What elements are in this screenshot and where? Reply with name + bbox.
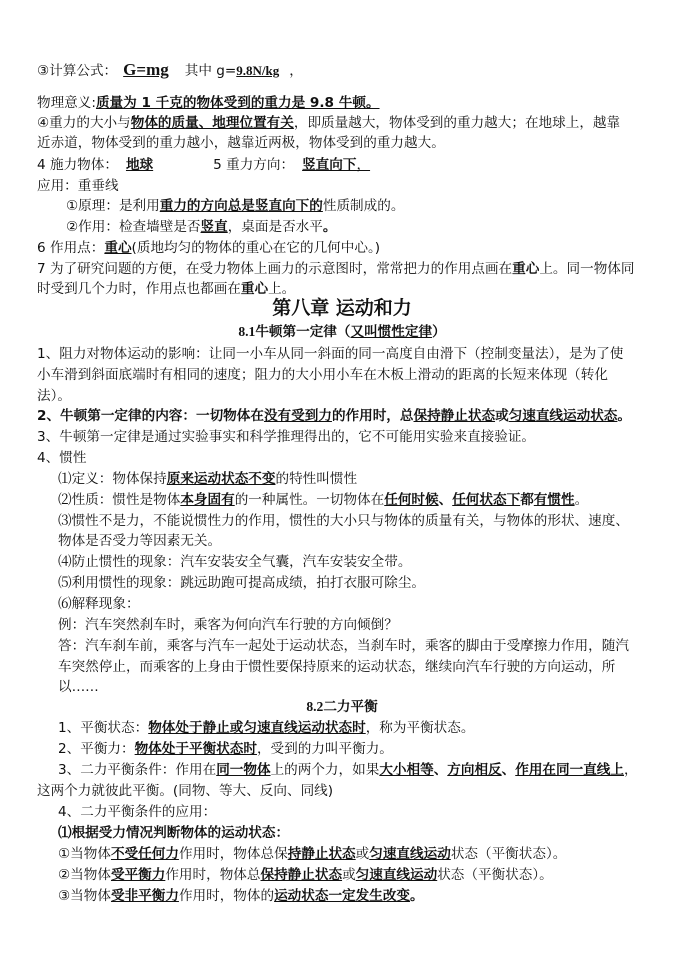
text-line: 物体是否受力等因素无关。 [58, 533, 222, 549]
text-line: 车突然停止，而乘客的上身由于惯性要保持原来的运动状态，继续向汽车行驶的方向运动，所 [58, 659, 616, 675]
physical-meaning-line: 物理意义:质量为 1 千克的物体受到的重力是 9.8 牛顿。 [37, 95, 380, 111]
text-line: 1、阻力对物体运动的影响：让同一小车从同一斜面的同一高度自由滑下（控制变量法），是为了使 [37, 346, 624, 362]
text-line: 以…… [58, 679, 99, 695]
text-line: 小车滑到斜面底端时有相同的速度；阻力的大小用小车在木板上滑动的距离的长短来体现（转化 [37, 367, 608, 383]
text-line: 4、二力平衡条件的应用： [58, 804, 217, 820]
section-title-8-1: 8.1牛顿第一定律（又叫惯性定律） [238, 324, 446, 340]
text-line: 例：汽车突然刹车时，乘客为何向汽车行驶的方向倾倒？ [58, 617, 398, 633]
balanced-force-state-line: ②当物体受平衡力作用时，物体总保持静止状态或匀速直线运动状态（平衡状态）。 [58, 867, 553, 883]
balanced-force-line: 2、平衡力：物体处于平衡状态时，受到的力叫平衡力。 [58, 741, 393, 757]
chapter-title: 第八章 运动和力 [272, 297, 412, 319]
text-line: 法）。 [37, 388, 71, 404]
section-title-8-2: 8.2二力平衡 [306, 699, 378, 715]
text-line: 应用：重垂线 [37, 178, 119, 194]
text-line: ⑷防止惯性的现象：汽车安装安全气囊，汽车安装安全带。 [58, 554, 412, 570]
gravity-formula: G=mg [123, 60, 169, 79]
equilibrium-state-line: 1、平衡状态：物体处于静止或匀速直线运动状态时，称为平衡状态。 [58, 720, 475, 736]
g-value: 9.8N/kg [236, 63, 280, 78]
no-force-line: ①当物体不受任何力作用时，物体总保持静止状态或匀速直线运动状态（平衡状态）。 [58, 846, 567, 862]
text-line: 答：汽车刹车前，乘客与汽车一起处于运动状态，当刹车时，乘客的脚由于受摩擦力作用，随汽 [58, 638, 629, 654]
inertia-property-line: ⑵性质：惯性是物体本身固有的一种属性。一切物体在任何时候、任何状态下都有惯性。 [58, 492, 589, 508]
formula-line: ③计算公式： G=mg 其中 g=9.8N/kg ， [37, 60, 303, 79]
newton-first-law-line: 2、牛顿第一定律的内容：一切物体在没有受到力的作用时，总保持静止状态或匀速直线运动状态。 [37, 408, 631, 424]
inertia-definition-line: ⑴定义：物体保持原来运动状态不变的特性叫惯性 [58, 471, 358, 487]
unbalanced-force-line: ③当物体受非平衡力作用时，物体的运动状态一定发生改变。 [58, 888, 424, 904]
text-line: ⑸利用惯性的现象：跳远助跑可提高成绩，拍打衣服可除尘。 [58, 575, 426, 591]
text-line: 4、惯性 [37, 450, 87, 466]
text-line: 7 为了研究问题的方便，在受力物体上画力的示意图时，常常把力的作用点画在重心上。同一物体同 [37, 261, 635, 277]
force-source-line: 4 施力物体： 地球 5 重力方向： 竖直向下， [37, 157, 371, 173]
gravity-magnitude-line: ④重力的大小与物体的质量、地理位置有关，即质量越大，物体受到的重力越大；在地球上，越靠 [37, 115, 621, 131]
text-line: ⑹解释现象： [58, 596, 140, 612]
usage-line: ②作用：检查墙壁是否竖直，桌面是否水平。 [66, 219, 337, 235]
balance-condition-line: 3、二力平衡条件：作用在同一物体上的两个力，如果大小相等、方向相反、作用在同一直线上， [58, 762, 638, 778]
principle-line: ①原理：是利用重力的方向总是竖直向下的性质制成的。 [66, 198, 405, 214]
text-line: ⑴根据受力情况判断物体的运动状态： [58, 825, 290, 841]
text-line: 近赤道，物体受到的重力越小，越靠近两极，物体受到的重力越大。 [37, 135, 445, 151]
action-point-line: 6 作用点：重心(质地均匀的物体的重心在它的几何中心。) [37, 240, 381, 256]
text-line: ⑶惯性不是力，不能说惯性力的作用，惯性的大小只与物体的质量有关，与物体的形状、速度、 [58, 513, 629, 529]
text-line: 3、牛顿第一定律是通过实验事实和科学推理得出的，它不可能用实验来直接验证。 [37, 429, 536, 445]
text-line: 时受到几个力时，作用点也都画在重心上。 [37, 281, 296, 297]
text-line: 这两个力就彼此平衡。(同物、等大、反向、同线) [37, 783, 334, 799]
